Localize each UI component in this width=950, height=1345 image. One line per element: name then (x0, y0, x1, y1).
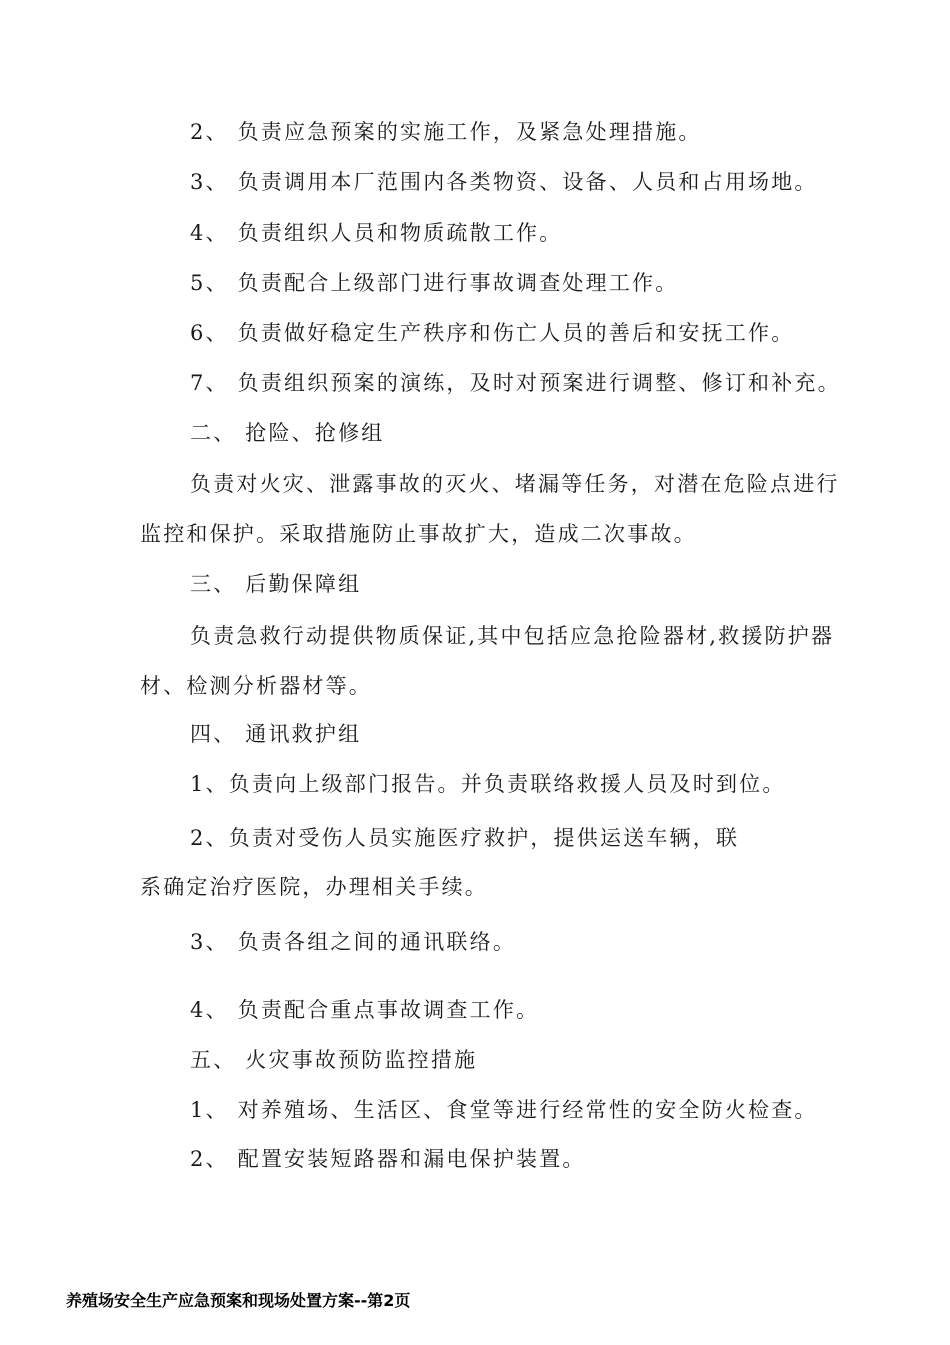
paragraph-line: 2、 负责应急预案的实施工作，及紧急处理措施。 (190, 120, 702, 144)
paragraph-line: 1、 对养殖场、生活区、食堂等进行经常性的安全防火检查。 (190, 1098, 818, 1122)
section-heading: 四、 通讯救护组 (190, 722, 362, 746)
paragraph-line: 2、 配置安装短路器和漏电保护装置。 (190, 1147, 586, 1171)
paragraph-line: 负责对火灾、泄露事故的灭火、堵漏等任务，对潜在危险点进行 (190, 472, 840, 496)
paragraph-line: 5、 负责配合上级部门进行事故调查处理工作。 (190, 271, 679, 295)
paragraph-line: 负责急救行动提供物质保证,其中包括应急抢险器材,救援防护器 (190, 624, 835, 648)
paragraph-line: 7、 负责组织预案的演练，及时对预案进行调整、修订和补充。 (190, 371, 841, 395)
paragraph-line: 4、 负责配合重点事故调查工作。 (190, 998, 540, 1022)
page-footer: 养殖场安全生产应急预案和现场处置方案--第2页 (66, 1291, 411, 1310)
paragraph-line: 3、 负责各组之间的通讯联络。 (190, 930, 517, 954)
paragraph-line: 4、 负责组织人员和物质疏散工作。 (190, 221, 563, 245)
paragraph-line: 监控和保护。采取措施防止事故扩大，造成二次事故。 (140, 522, 697, 546)
paragraph-line: 系确定治疗医院，办理相关手续。 (140, 875, 488, 899)
paragraph-line: 1、负责向上级部门报告。并负责联络救援人员及时到位。 (190, 772, 786, 796)
paragraph-line: 材、检测分析器材等。 (140, 674, 372, 698)
paragraph-line: 2、负责对受伤人员实施医疗救护，提供运送车辆，联 (190, 826, 740, 850)
section-heading: 五、 火灾事故预防监控措施 (190, 1048, 478, 1072)
section-heading: 二、 抢险、抢修组 (190, 421, 385, 445)
paragraph-line: 6、 负责做好稳定生产秩序和伤亡人员的善后和安抚工作。 (190, 321, 795, 345)
section-heading: 三、 后勤保障组 (190, 572, 362, 596)
paragraph-line: 3、 负责调用本厂范围内各类物资、设备、人员和占用场地。 (190, 170, 818, 194)
